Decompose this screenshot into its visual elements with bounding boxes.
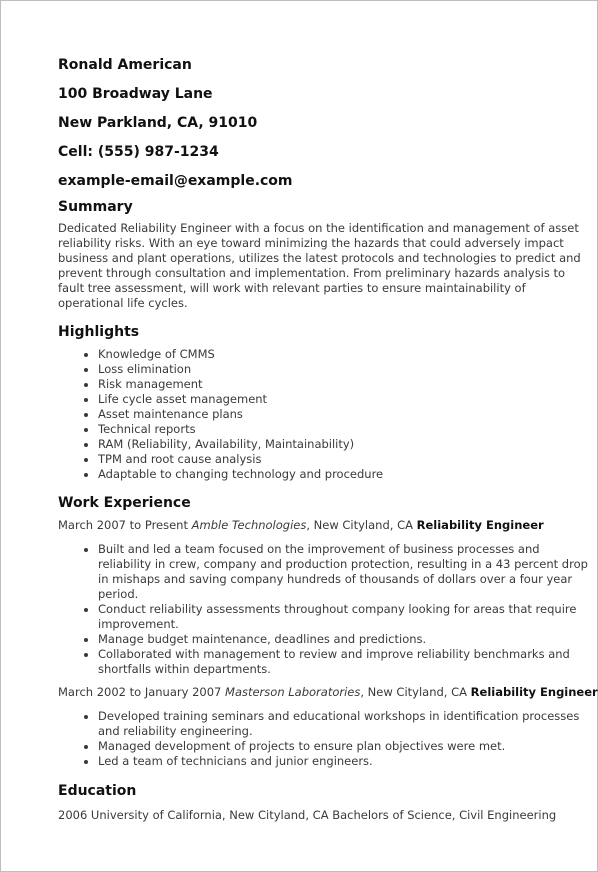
experience-section [58,494,598,769]
education-heading: Education [58,783,137,799]
contact-phone: Cell: (555) 987-1234 [58,144,219,160]
list-item: • Knowledge of CMMS [98,347,588,362]
list-item: • Conduct reliability assessments throughout company looking for areas that require improvement. [98,602,588,632]
job-company: Masterson Laboratories [225,685,361,699]
education-entry: 2006 University of California, New Cityland, CA Bachelors of Science, Civil Engineering [58,808,557,822]
job-bullets [58,709,588,769]
job-location: , New Cityland, CA [306,518,413,532]
job-dates: March 2002 to January 2007 [58,685,222,699]
list-item: • TPM and root cause analysis [98,452,588,467]
highlights-list [58,347,588,482]
job-location: , New Cityland, CA [360,685,468,699]
list-item: • Collaborated with management to review and improve reliability benchmarks and shortfalls within departments. [98,647,588,677]
highlights-heading: Highlights [58,324,140,340]
summary-heading: Summary [58,199,133,215]
list-item: • Manage budget maintenance, deadlines and predictions. [98,632,588,647]
contact-address: 100 Broadway Lane [58,86,213,102]
list-item: • Developed training seminars and educational workshops in identification processes and reliability engineering. [98,709,588,739]
list-item: • Managed development of projects to ensure plan objectives were met. [98,739,588,754]
list-item: • Life cycle asset management [98,392,588,407]
list-item: • Loss elimination [98,362,588,377]
contact-name: Ronald American [58,57,192,73]
summary-text: Dedicated Reliability Engineer with a focus on the identification and management of asset reliability risks. With an eye toward minimizing the hazards that could adversely impact business and plant operations, utilizes the latest protocols and technologies to predict and prevent through consultation and implementation. From preliminary hazards analysis to fault tree assessment, will work with relevant parties to ensure maintainability of operational life cycles. [58,221,581,310]
list-item: • Led a team of technicians and junior engineers. [98,754,588,769]
resume-content [58,53,598,823]
job-dates: March 2007 to Present [58,518,188,532]
summary-section [58,198,588,311]
list-item: • RAM (Reliability, Availability, Maintainability) [98,437,588,452]
list-item: • Adaptable to changing technology and procedure [98,467,588,482]
list-item: • Asset maintenance plans [98,407,588,422]
list-item: • Built and led a team focused on the improvement of business processes and reliability in crew, company and production protection, resulting in a 43 percent drop in mishaps and saving company hundreds of thousands of dollars over a four year period. [98,542,588,602]
contact-block [58,53,588,198]
job-title: Reliability Engineer [470,685,598,699]
job-company: Amble Technologies [191,518,307,532]
job-bullets [58,542,588,677]
contact-city: New Parkland, CA, 91010 [58,115,258,131]
job-header [58,685,598,700]
education-section [58,782,588,823]
list-item: • Technical reports [98,422,588,437]
experience-heading: Work Experience [58,495,191,511]
job-header [58,518,588,533]
list-item: • Risk management [98,377,588,392]
contact-email: example-email@example.com [58,173,293,189]
highlights-section [58,323,588,482]
job-title: Reliability Engineer [416,518,544,532]
